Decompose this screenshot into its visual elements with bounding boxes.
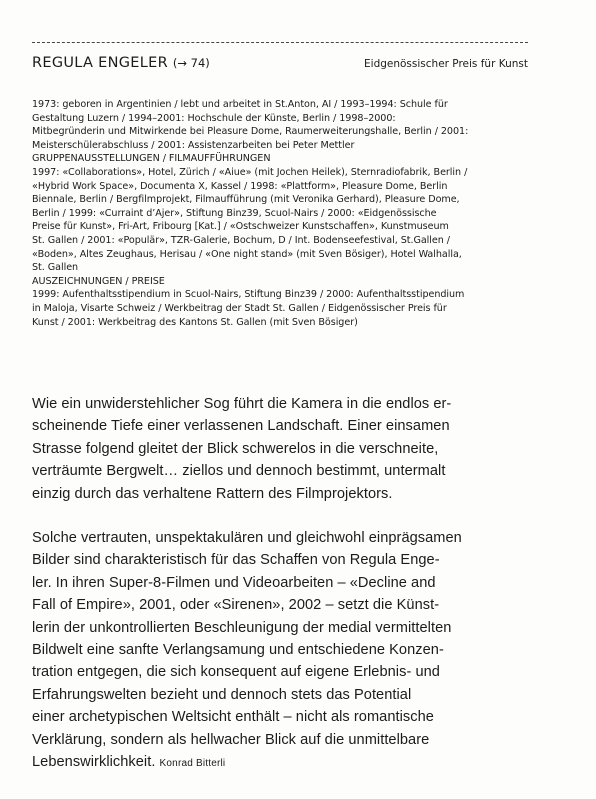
essay-paragraph-1 [32, 393, 532, 505]
essay-line: Verklärung, sondern als hellwacher Blick auf die unmittelbare [32, 731, 430, 748]
bio-line: Preise für Kunst», Fri-Art, Fribourg [Kat.] / «Ostschweizer Kunstschaffen», Kunstmuseum [32, 221, 449, 233]
bio-line: St. Gallen [32, 262, 79, 274]
artist-name-text: REGULA ENGELER [32, 55, 168, 71]
essay-paragraph-2 [32, 527, 532, 775]
bio-line: St. Gallen / 2001: «Populär», TZR-Galerie, Bochum, D / Int. Bodenseefestival, St.Gallen / [32, 234, 450, 246]
bio-line: «Boden», Altes Zeughaus, Herisau / «One night stand» (mit Sven Bösiger), Hotel Walhalla, [32, 248, 462, 260]
bio-line: «Hybrid Work Space», Documenta X, Kassel / 1998: «Plattform», Pleasure Dome, Berlin [32, 180, 448, 192]
section-heading-awards: AUSZEICHNUNGEN / PREISE [32, 275, 165, 287]
essay-line: Wie ein unwiderstehlicher Sog führt die Kamera in die endlos er- [32, 396, 452, 412]
essay-line: Solche vertrauten, unspektakulären und gleichwohl einprägsamen [32, 530, 462, 547]
essay-line: verträumte Bergwelt… ziellos und dennoch bestimmt, untermalt [32, 463, 446, 480]
bio-line: Berlin / 1999: «Curraint d’Ajer», Stiftung Binz39, Scuol-Nairs / 2000: «Eidgenössische [32, 207, 437, 219]
essay-line: tration entgegen, die sich konsequent auf eigene Erlebnis- und [32, 664, 440, 681]
bio-line: Kunst / 2001: Werkbeitrag des Kantons St. Gallen (mit Sven Bösiger) [32, 316, 358, 328]
author-credit: Konrad Bitterli [159, 758, 226, 770]
essay-line: Strasse folgend gleitet der Blick schwerelos in die verschneite, [32, 440, 439, 457]
bio-line: Gestaltung Luzern / 1994–2001: Hochschule der Künste, Berlin / 1998–2000: [32, 112, 396, 124]
bio-line: Mitbegründerin und Mitwirkende bei Pleasure Dome, Raumerweiterungshalle, Berlin / 2001: [32, 126, 469, 138]
prize-label: Eidgenössischer Preis für Kunst [364, 58, 528, 70]
bio-line: Biennale, Berlin / Bergfilmprojekt, Filmaufführung (mit Veronika Gerhard), Pleasure Dome, [32, 194, 460, 206]
essay-line: Lebenswirklichkeit. [32, 754, 156, 771]
bio-line: in Maloja, Visarte Schweiz / Werkbeitrag der Stadt St. Gallen / Eidgenössischer Preis für [32, 302, 447, 314]
bio-line: 1973: geboren in Argentinien / lebt und arbeitet in St.Anton, AI / 1993–1994: Schule für [32, 99, 448, 110]
artist-name [32, 55, 210, 71]
essay-line: Fall of Empire», 2001, oder «Sirenen», 2002 – setzt die Künst- [32, 597, 440, 614]
essay-text [32, 393, 532, 798]
biography-block [32, 98, 528, 329]
essay-line: scheinende Tiefe einer verlassenen Landschaft. Einer einsamen [32, 418, 450, 435]
bio-line: 1997: «Collaborations», Hotel, Zürich / «Aiue» (mit Jochen Heilek), Sternradiofabrik, Berlin / [32, 166, 468, 178]
dashed-divider [32, 42, 528, 43]
bio-line: 1999: Aufenthaltsstipendium in Scuol-Nairs, Stiftung Binz39 / 2000: Aufenthaltsstipendium [32, 289, 465, 301]
essay-line: einzig durch das verhaltene Rattern des Filmprojektors. [32, 485, 393, 502]
entry-header [32, 55, 528, 77]
essay-line: einer archetypischen Weltsicht enthält – nicht als romantische [32, 709, 434, 726]
essay-line: ler. In ihren Super-8-Filmen und Videoarbeiten – «Decline and [32, 574, 436, 591]
essay-line: Bilder sind charakteristisch für das Schaffen von Regula Enge- [32, 552, 440, 569]
essay-line: lerin der unkontrollierten Beschleunigung der medial vermittelten [32, 619, 452, 636]
page-reference: (→ 74) [172, 56, 210, 70]
essay-line: Erfahrungswelten bezieht und dennoch stets das Potential [32, 686, 412, 703]
essay-line: Bildwelt eine sanfte Verlangsamung und entschiedene Konzen- [32, 642, 444, 659]
section-heading-group-exhibitions: GRUPPENAUSSTELLUNGEN / FILMAUFFÜHRUNGEN [32, 153, 271, 165]
bio-line: Meisterschülerabschluss / 2001: Assistenzarbeiten bei Peter Mettler [32, 139, 355, 151]
